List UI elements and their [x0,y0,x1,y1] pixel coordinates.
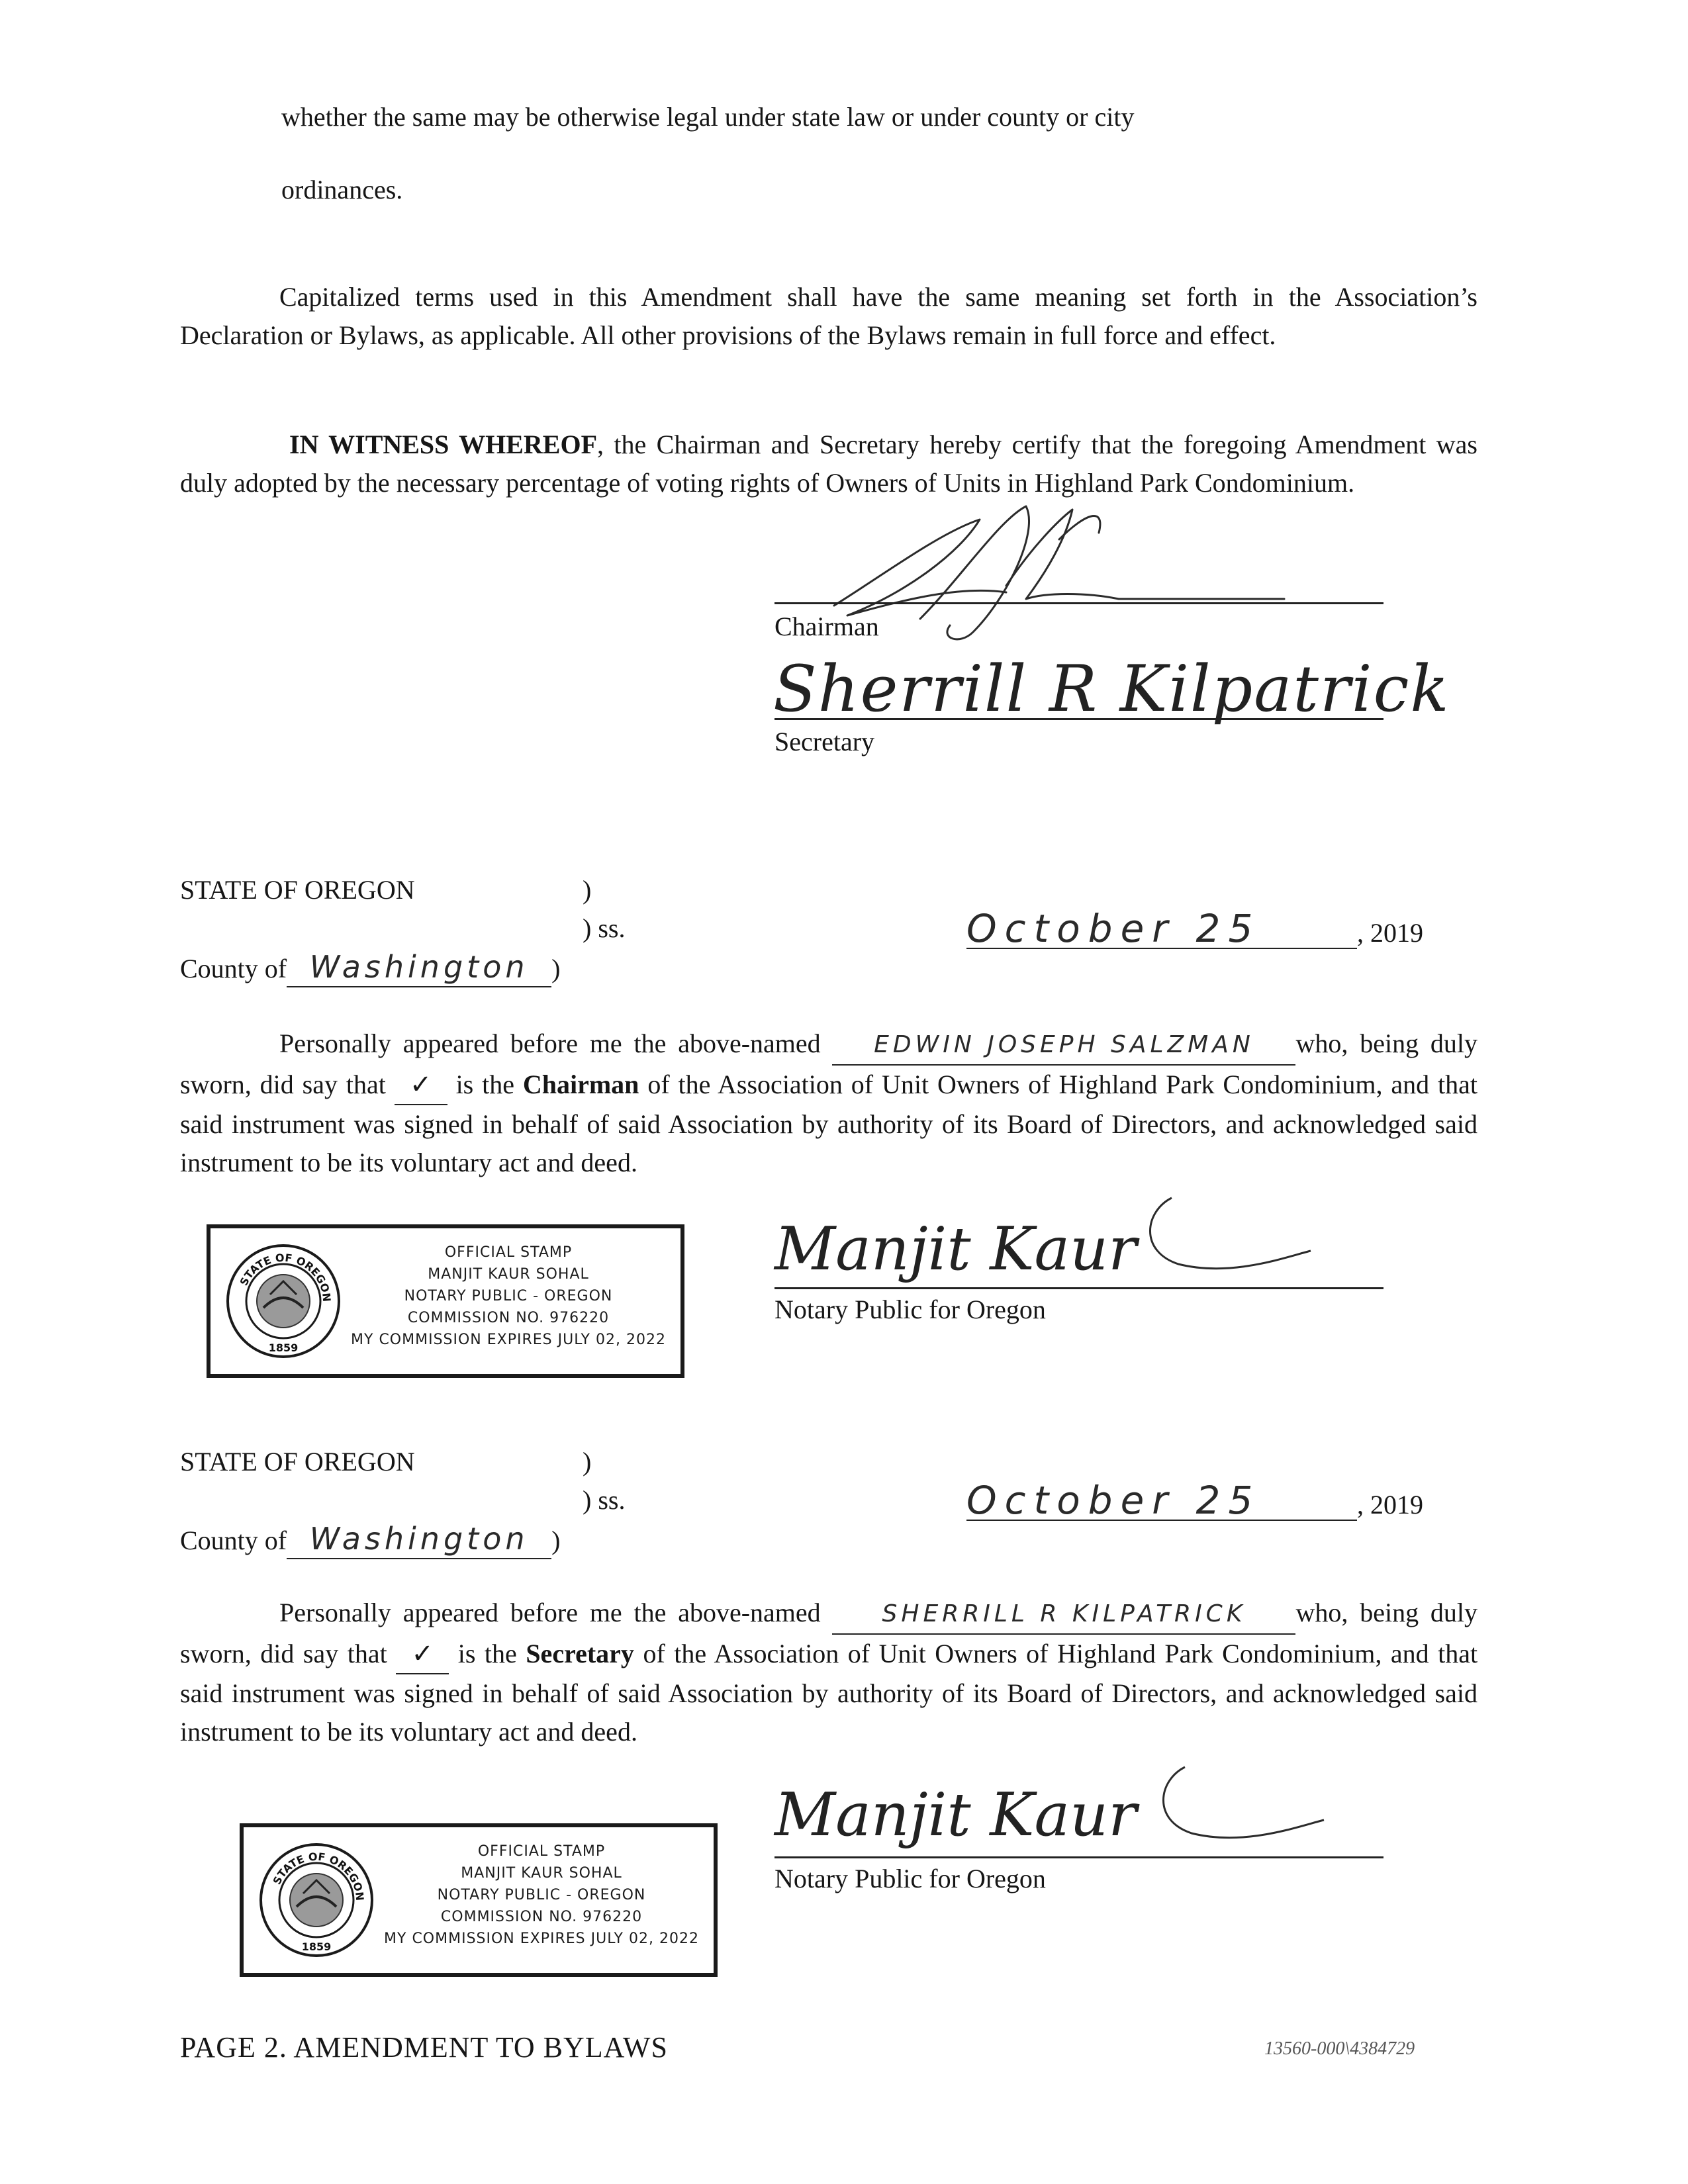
secretary-signature-line [774,718,1383,720]
document-number: 13560-000\4384729 [1264,2038,1415,2059]
notary2-signature-line [774,1856,1383,1858]
notary2-state: STATE OF OREGON [180,1447,415,1477]
notary1-county-value: Washington [287,948,551,987]
stamp-line-2: MANJIT KAUR SOHAL [461,1865,622,1882]
notary1-date-row [966,906,1423,952]
notary1-role: Chairman [522,1069,639,1099]
witness-lead: IN WITNESS WHEREOF [289,430,598,459]
witness-text: , the Chairman and Secretary hereby certify that the foregoing Amendment was duly adopted by the necessary percentage of voting rights of Owners of Units in Highland Park Condominium. [180,430,1478,498]
stamp-line-2: MANJIT KAUR SOHAL [428,1266,589,1283]
notary1-official-stamp [207,1224,684,1378]
page-footer-label: PAGE 2. AMENDMENT TO BYLAWS [180,2031,668,2064]
chairman-label: Chairman [774,612,879,641]
stamp-line-5: MY COMMISSION EXPIRES JULY 02, 2022 [351,1332,666,1348]
notary1-date-value: October 25 [966,909,1357,949]
stamp-line-5: MY COMMISSION EXPIRES JULY 02, 2022 [384,1931,699,1947]
notary1-paragraph: Personally appeared before me the above-named EDWIN JOSEPH SALZMAN who, being duly sworn, did say that ✓ is the Chairman of the Association of Unit Owners of Highland Park Condominium, and that said instrument was signed in behalf of said Association by authority of its Board of Directors, and acknowledged said instrument to be its voluntary act and deed. [180,1024,1477,1182]
state-seal-icon [224,1242,343,1361]
stamp-line-4: COMMISSION NO. 976220 [407,1310,610,1326]
seal-state-text: STATE OF OREGON [270,1850,367,1901]
stamp-line-4: COMMISSION NO. 976220 [440,1909,643,1925]
notary1-name: EDWIN JOSEPH SALZMAN [832,1026,1295,1066]
continuation-paragraph [281,98,1473,209]
continuation-line-1: whether the same may be otherwise legal under state law or under county or city [281,102,1135,132]
notary2-year: , 2019 [1357,1490,1423,1520]
notary1-label: Notary Public for Oregon [774,1295,1046,1324]
stamp-line-1: OFFICIAL STAMP [477,1843,606,1860]
notary1-county-row: County of Washington ) [180,948,560,988]
notary2-county-row: County of Washington ) [180,1520,560,1560]
notary1-signature-line [774,1287,1383,1289]
stamp-line-3: NOTARY PUBLIC - OREGON [404,1288,613,1304]
notary2-county-value: Washington [287,1520,551,1559]
secretary-signature: Sherrill R Kilpatrick [773,652,1450,726]
notary2-date-row [966,1478,1423,1524]
seal-year-text: 1859 [268,1342,299,1354]
chairman-signature-line [774,602,1383,604]
notary2-name: SHERRILL R KILPATRICK [832,1595,1295,1635]
continuation-line-2: ordinances. [281,175,403,205]
notary1-signature-flourish [1125,1185,1324,1284]
chairman-signature [808,493,1456,652]
secretary-label: Secretary [774,727,875,756]
notary2-paren-top: ) [583,1447,592,1477]
stamp-line-1: OFFICIAL STAMP [444,1244,573,1261]
notary1-county-label: County of [180,954,287,983]
notary1-year: , 2019 [1357,918,1423,948]
notary2-ss: ) ss. [583,1485,626,1515]
notary2-check-mark: ✓ [396,1635,449,1674]
terms-paragraph [180,278,1477,355]
notary2-paragraph: Personally appeared before me the above-named SHERRILL R KILPATRICK who, being duly sworn, did say that ✓ is the Secretary of the Association of Unit Owners of Highland Park Condominium, and that said instrument was signed in behalf of said Association by authority of its Board of Directors, and acknowledged said instrument to be its voluntary act and deed. [180,1594,1477,1751]
notary1-paren-top: ) [583,875,592,905]
notary2-date-value: October 25 [966,1481,1357,1521]
state-seal-icon [257,1841,376,1960]
seal-state-text: STATE OF OREGON [237,1251,334,1302]
notary2-role: Secretary [526,1639,634,1668]
notary2-label: Notary Public for Oregon [774,1864,1046,1893]
stamp-line-3: NOTARY PUBLIC - OREGON [437,1887,646,1903]
notary2-signature: Manjit Kaur [774,1780,1137,1850]
notary1-ss: ) ss. [583,913,626,943]
seal-year-text: 1859 [301,1940,332,1953]
notary1-state: STATE OF OREGON [180,875,415,905]
notary2-county-label: County of [180,1525,287,1555]
notary2-official-stamp [240,1823,718,1977]
witness-paragraph [180,426,1477,502]
terms-text: Capitalized terms used in this Amendment shall have the same meaning set forth in the Association’s Declaration or Bylaws, as applicable. All other provisions of the Bylaws remain in full force and effect. [180,282,1477,350]
notary2-signature-flourish [1139,1754,1337,1853]
notary1-check-mark: ✓ [395,1066,447,1105]
notary1-signature: Manjit Kaur [774,1214,1137,1284]
